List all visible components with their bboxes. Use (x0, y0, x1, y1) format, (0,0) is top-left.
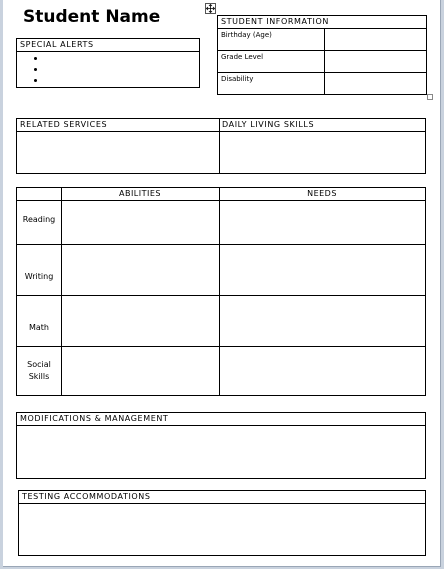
birthday-label: Birthday (Age) (221, 31, 272, 39)
needs-column-header: NEEDS (307, 189, 337, 198)
document-page (3, 0, 441, 567)
student-information-box (217, 15, 427, 95)
row-label-writing: Writing (24, 272, 54, 281)
row-label-math: Math (28, 323, 49, 332)
daily-living-skills-header: DAILY LIVING SKILLS (222, 120, 315, 129)
page-title: Student Name (23, 7, 161, 27)
special-alerts-box (16, 38, 200, 88)
abilities-column-header: ABILITIES (118, 189, 161, 198)
special-alerts-header: SPECIAL ALERTS (20, 40, 94, 49)
related-services-header: RELATED SERVICES (20, 120, 108, 129)
bullet-2 (34, 68, 37, 71)
bullet-3 (34, 79, 37, 82)
modifications-header: MODIFICATIONS & MANAGEMENT (20, 414, 169, 423)
services-skills-box (16, 118, 426, 174)
grade-level-label: Grade Level (221, 53, 264, 61)
disability-label: Disability (221, 75, 254, 83)
testing-box (18, 490, 426, 556)
testing-header: TESTING ACCOMMODATIONS (22, 492, 151, 501)
student-information-header: STUDENT INFORMATION (221, 17, 329, 26)
row-label-social-skills: Social Skills (27, 360, 51, 381)
abilities-needs-table (16, 187, 426, 396)
row-label-reading: Reading (22, 215, 56, 224)
bullet-1 (34, 57, 37, 60)
modifications-box (16, 412, 426, 479)
resize-handle-icon[interactable] (427, 94, 433, 100)
move-icon[interactable] (205, 3, 216, 14)
